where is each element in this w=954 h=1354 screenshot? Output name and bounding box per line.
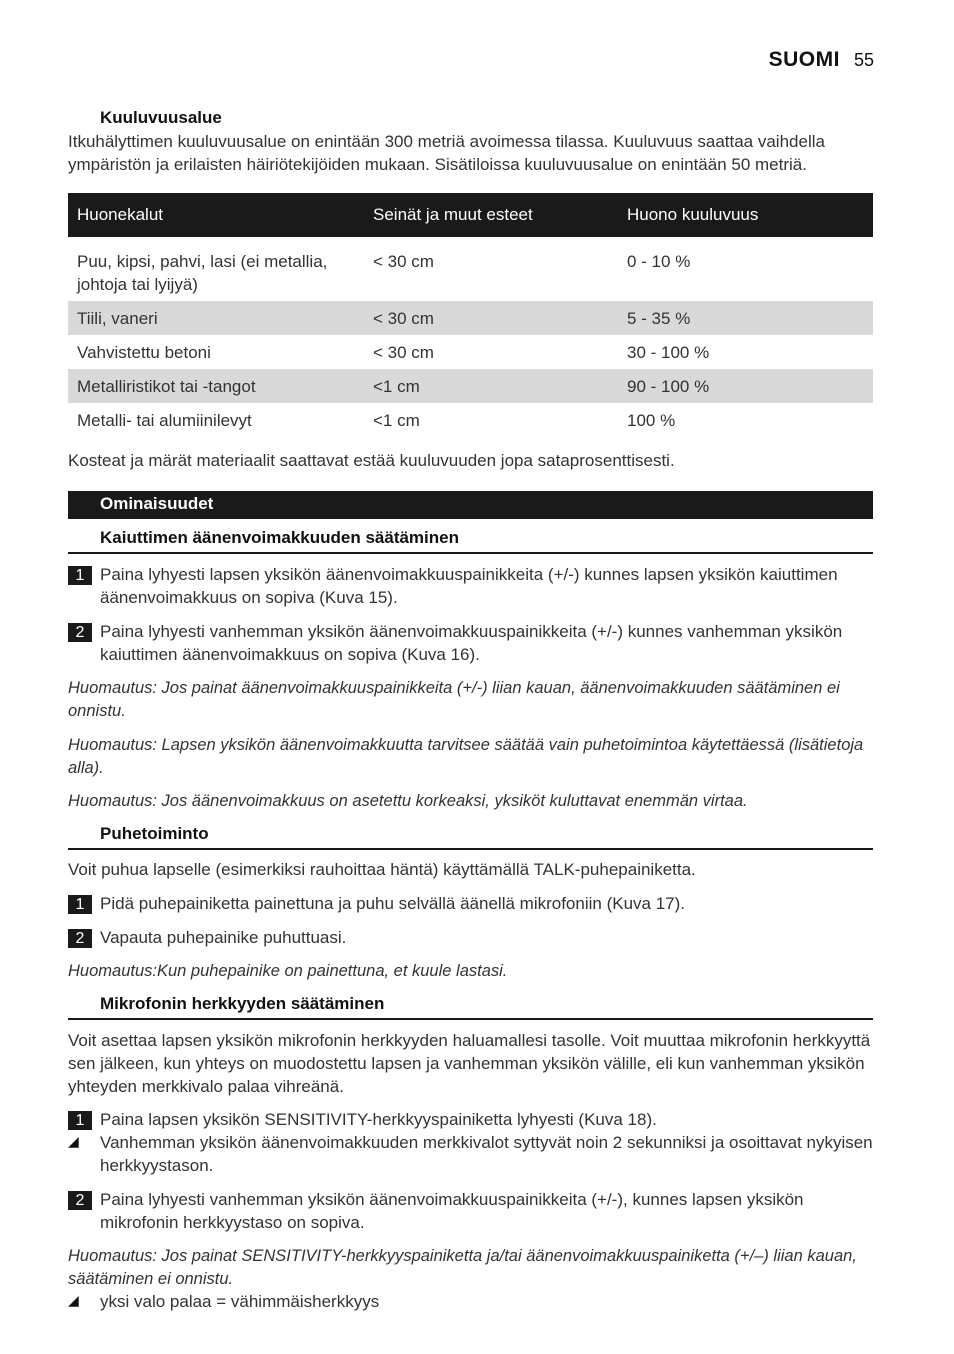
step-number: 2 (68, 1191, 92, 1210)
range-table (68, 193, 873, 437)
table-header-cell: Seinät ja muut esteet (364, 193, 618, 237)
bullet-text: yksi valo palaa = vähimmäisherkkyys (100, 1292, 380, 1311)
sensitivity-section-title: Mikrofonin herkkyyden säätäminen (100, 994, 385, 1013)
table-cell: Vahvistettu betoni (77, 343, 211, 362)
bullet-arrow-icon: ◢ (68, 1292, 79, 1308)
step-number: 2 (68, 929, 92, 948)
step-text: Paina lyhyesti vanhemman yksikön äänenvoimakkuuspainikkeita (+/-), kunnes lapsen yksikön mikrofonin herkkyystaso on sopiva. (100, 1190, 804, 1232)
step-item (68, 563, 873, 609)
table-header-cell: Huono kuuluvuus (618, 193, 873, 237)
features-section-title: Ominaisuudet (100, 494, 214, 513)
table-row (68, 403, 873, 437)
step-number: 1 (68, 1111, 92, 1130)
step-text: Pidä puhepainiketta painettuna ja puhu selvällä äänellä mikrofoniin (Kuva 17). (100, 894, 685, 913)
table-header-row (68, 193, 873, 237)
table-cell: 90 - 100 % (618, 369, 873, 403)
step-text: Paina lyhyesti lapsen yksikön äänenvoimakkuuspainikkeita (+/-) kunnes lapsen yksikön kaiuttimen äänenvoimakkuus on sopiva (Kuva 15). (100, 565, 838, 607)
table-header-cell: Huonekalut (68, 193, 364, 237)
table-cell: Puu, kipsi, pahvi, lasi (ei metallia, johtoja tai lyijyä) (77, 252, 328, 294)
range-footer: Kosteat ja märät materiaalit saattavat estää kuuluvuuden jopa sataprosenttisesti. (68, 451, 675, 470)
result-bullet (68, 1290, 873, 1313)
table-cell: Tiili, vaneri (68, 301, 364, 335)
table-row (68, 335, 873, 369)
table-cell: <1 cm (364, 369, 618, 403)
step-text: Paina lyhyesti vanhemman yksikön äänenvoimakkuuspainikkeita (+/-) kunnes vanhemman yksikön kaiuttimen äänenvoimakkuus on sopiva (Kuva 16). (100, 622, 843, 664)
table-cell: < 30 cm (373, 252, 434, 271)
page-header (769, 48, 874, 72)
table-cell: Metalliristikot tai -tangot (68, 369, 364, 403)
step-text: Paina lapsen yksikön SENSITIVITY-herkkyyspainiketta lyhyesti (Kuva 18). (100, 1110, 657, 1129)
table-cell: 30 - 100 % (627, 343, 710, 362)
section-divider (68, 552, 873, 554)
note-text: Huomautus: Jos painat äänenvoimakkuuspainikkeita (+/-) liian kauan, äänenvoimakkuuden säätäminen ei onnistu. (68, 679, 840, 720)
language-label: SUOMI (768, 48, 840, 71)
step-number: 1 (68, 566, 92, 585)
volume-section-title: Kaiuttimen äänenvoimakkuuden säätäminen (100, 528, 459, 547)
section-divider (68, 848, 873, 850)
table-cell: Metalli- tai alumiinilevyt (77, 411, 252, 430)
range-section-title: Kuuluvuusalue (100, 108, 222, 127)
talk-section-title: Puhetoiminto (100, 824, 209, 843)
note-text: Huomautus: Lapsen yksikön äänenvoimakkuutta tarvitsee säätää vain puhetoimintoa käytettäessä (lisätietoja alla). (68, 736, 864, 777)
page-number: 55 (853, 50, 874, 70)
section-divider (68, 1018, 873, 1020)
table-cell: <1 cm (373, 411, 420, 430)
table-cell: 0 - 10 % (627, 252, 691, 271)
step-item (68, 620, 873, 666)
features-section-bar (68, 491, 873, 519)
table-cell: < 30 cm (364, 301, 618, 335)
talk-intro: Voit puhua lapselle (esimerkiksi rauhoittaa häntä) käyttämällä TALK-puhepainiketta. (68, 860, 696, 879)
step-text: Vapauta puhepainike puhuttuasi. (100, 928, 347, 947)
step-item (68, 1188, 873, 1234)
note-text: Huomautus:Kun puhepainike on painettuna, et kuule lastasi. (68, 962, 508, 980)
step-item (68, 1108, 873, 1131)
step-item (68, 892, 873, 915)
note-text: Huomautus: Jos painat SENSITIVITY-herkkyyspainiketta ja/tai äänenvoimakkuuspainiketta (+/–) liian kauan, säätäminen ei onnistu. (68, 1247, 857, 1288)
note-text: Huomautus: Jos äänenvoimakkuus on asetettu korkeaksi, yksiköt kuluttavat enemmän virtaa. (68, 792, 748, 810)
bullet-arrow-icon: ◢ (68, 1133, 79, 1149)
sensitivity-intro: Voit asettaa lapsen yksikön mikrofonin herkkyyden haluamallesi tasolle. Voit muuttaa mikrofonin herkkyyttä sen jälkeen, kun yhteys on muodostettu lapsen ja vanhemman yksikön välille, eli kun vanhemman yksikön yhteyden merkkivalo palaa vihreänä. (68, 1031, 871, 1096)
table-row (68, 301, 873, 335)
step-number: 1 (68, 895, 92, 914)
table-row (68, 237, 873, 301)
table-cell: 5 - 35 % (618, 301, 873, 335)
table-cell: < 30 cm (373, 343, 434, 362)
step-item (68, 926, 873, 949)
result-bullet (68, 1131, 873, 1177)
table-row (68, 369, 873, 403)
range-intro: Itkuhälyttimen kuuluvuusalue on enintään 300 metriä avoimessa tilassa. Kuuluvuus saattaa vaihdella ympäristön ja erilaisten häiriötekijöiden mukaan. Sisätiloissa kuuluvuusalue on enintään 50 metriä. (68, 132, 825, 174)
bullet-text: Vanhemman yksikön äänenvoimakkuuden merkkivalot syttyvät noin 2 sekunniksi ja osoittavat nykyisen herkkyystason. (100, 1133, 873, 1175)
table-cell: 100 % (627, 411, 676, 430)
step-number: 2 (68, 623, 92, 642)
